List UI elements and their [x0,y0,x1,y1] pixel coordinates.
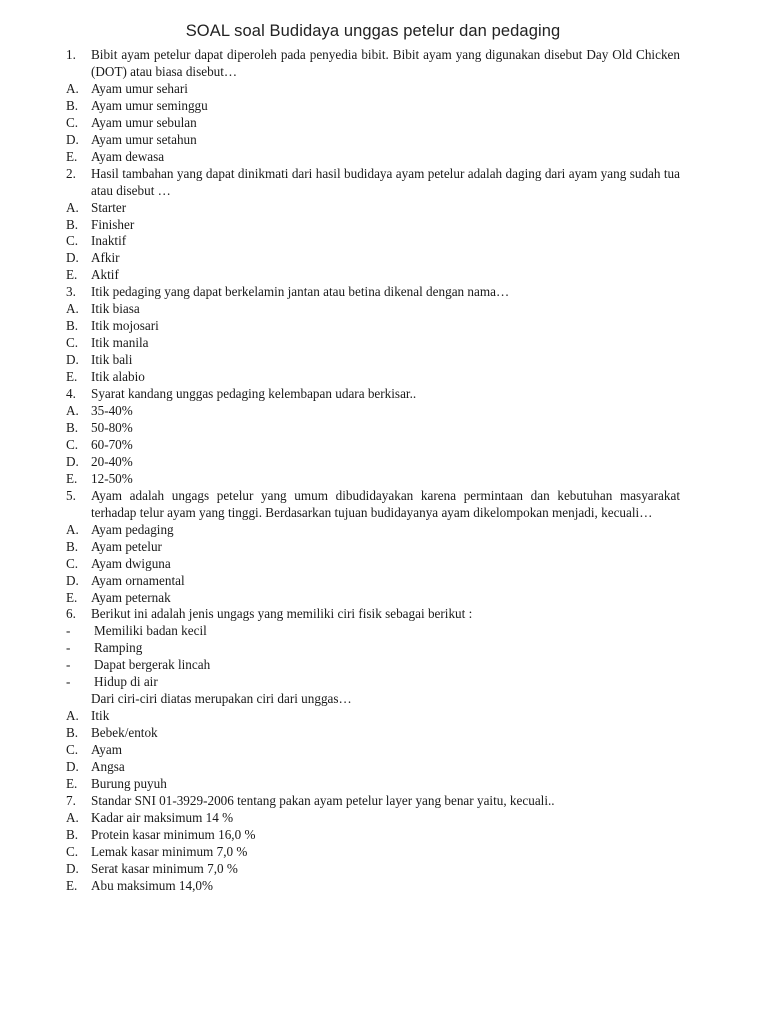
bullet-dash: - [66,623,71,639]
answer-option [66,878,680,895]
question-text: Standar SNI 01-3929-2006 tentang pakan ayam petelur layer yang benar yaitu, kecuali.. [91,792,555,808]
question-2 [66,166,680,200]
answer-option [66,115,680,132]
option-label: D. [66,759,79,775]
option-label: A. [66,199,79,215]
option-label: A. [66,708,79,724]
option-text: Ayam pedaging [91,521,174,537]
question-6 [66,606,680,623]
option-label: B. [66,216,79,232]
option-text: Afkir [91,250,120,266]
answer-option [66,454,680,471]
option-text: Itik bali [91,352,133,368]
bullet-item [66,623,680,640]
option-text: Protein kasar minimum 16,0 % [91,826,256,842]
option-text: Itik mojosari [91,318,159,334]
option-text: Ayam petelur [91,538,162,554]
answer-option [66,759,680,776]
answer-option [66,437,680,454]
option-label: D. [66,131,79,147]
option-text: Kadar air maksimum 14 % [91,809,234,825]
answer-option [66,149,680,166]
bullet-item [66,674,680,691]
option-label: E. [66,775,78,791]
option-text: Ayam umur seminggu [91,97,208,113]
option-label: D. [66,453,79,469]
answer-option [66,810,680,827]
option-text: 35-40% [91,403,133,419]
answer-option [66,522,680,539]
question-followup: Dari ciri-ciri diatas merupakan ciri dari unggas… [91,691,352,707]
question-text: Syarat kandang unggas pedaging kelembapan udara berkisar.. [91,386,417,402]
option-text: Ayam dwiguna [91,555,171,571]
answer-option [66,318,680,335]
answer-option [66,369,680,386]
question-text: Itik pedaging yang dapat berkelamin jantan atau betina dikenal dengan nama… [91,284,510,300]
option-label: E. [66,148,78,164]
bullet-dash: - [66,657,71,673]
question-number: 6. [66,606,76,622]
option-text: Ayam umur sehari [91,80,188,96]
answer-option [66,725,680,742]
option-text: Itik [91,708,110,724]
answer-option [66,776,680,793]
option-label: C. [66,233,79,249]
answer-option [66,471,680,488]
question-4 [66,386,680,403]
option-text: Itik biasa [91,301,140,317]
question-7 [66,793,680,810]
bullet-dash: - [66,640,71,656]
question-5 [66,488,680,522]
option-label: B. [66,826,79,842]
option-label: B. [66,97,79,113]
answer-option [66,742,680,759]
option-text: Ayam dewasa [91,148,165,164]
answer-option [66,132,680,149]
option-text: Aktif [91,267,119,283]
option-label: B. [66,419,79,435]
question-text: Hasil tambahan yang dapat dinikmati dari hasil budidaya ayam petelur adalah daging dari ayam yang sudah tua atau disebut … [91,165,680,198]
option-text: Serat kasar minimum 7,0 % [91,860,238,876]
question-number: 5. [66,487,76,503]
option-label: C. [66,742,79,758]
question-list [66,47,680,895]
question-text: Bibit ayam petelur dapat diperoleh pada penyedia bibit. Bibit ayam yang digunakan disebut Day Old Chicken (DOT) atau biasa disebut… [91,47,680,79]
option-label: B. [66,318,79,334]
answer-option [66,98,680,115]
option-text: Ayam ornamental [91,572,185,588]
answer-option [66,403,680,420]
option-text: Ayam peternak [91,589,171,605]
option-text: Burung puyuh [91,775,167,791]
option-text: Finisher [91,216,135,232]
answer-option [66,420,680,437]
answer-option [66,81,680,98]
option-label: A. [66,301,79,317]
answer-option [66,250,680,267]
option-text: Ayam [91,742,123,758]
answer-option [66,861,680,878]
answer-option [66,556,680,573]
bullet-text: Ramping [94,640,143,656]
option-text: 12-50% [91,470,133,486]
answer-option [66,539,680,556]
option-label: C. [66,843,79,859]
option-label: E. [66,877,78,893]
option-text: Ayam umur sebulan [91,114,197,130]
question-number: 4. [66,386,76,402]
option-text: Starter [91,199,127,215]
option-label: C. [66,555,79,571]
option-text: Angsa [91,759,125,775]
option-label: B. [66,725,79,741]
option-text: 50-80% [91,419,133,435]
question-number: 7. [66,792,76,808]
answer-option [66,335,680,352]
option-label: C. [66,114,79,130]
question-number: 3. [66,284,76,300]
option-label: A. [66,521,79,537]
bullet-text: Dapat bergerak lincah [94,657,211,673]
option-label: A. [66,403,79,419]
question-text: Berikut ini adalah jenis ungags yang memiliki ciri fisik sebagai berikut : [91,606,473,622]
answer-option [66,267,680,284]
answer-option [66,200,680,217]
question-number: 1. [66,47,76,62]
question-1 [66,47,680,81]
option-label: A. [66,809,79,825]
option-label: E. [66,267,78,283]
option-label: E. [66,369,78,385]
answer-option [66,233,680,250]
answer-option [66,352,680,369]
option-label: A. [66,80,79,96]
bullet-item [66,657,680,674]
answer-option [66,217,680,234]
option-label: D. [66,860,79,876]
question-number: 2. [66,165,76,181]
option-label: D. [66,572,79,588]
option-text: Itik manila [91,335,149,351]
option-label: B. [66,538,79,554]
answer-option [66,590,680,607]
answer-option [66,827,680,844]
question-3 [66,284,680,301]
answer-option [66,844,680,861]
bullet-text: Hidup di air [94,674,158,690]
answer-option [66,708,680,725]
option-text: Lemak kasar minimum 7,0 % [91,843,248,859]
option-text: 60-70% [91,436,133,452]
option-label: D. [66,250,79,266]
option-text: Itik alabio [91,369,145,385]
bullet-item [66,640,680,657]
question-text: Ayam adalah ungags petelur yang umum dibudidayakan karena permintaan dan kebutuhan masyarakat terhadap telur ayam yang tinggi. Berdasarkan tujuan budidayanya ayam dikelompokan menjadi, kecuali… [91,487,680,520]
option-text: 20-40% [91,453,133,469]
answer-option [66,573,680,590]
option-text: Ayam umur setahun [91,131,197,147]
option-label: E. [66,589,78,605]
option-label: D. [66,352,79,368]
option-text: Bebek/entok [91,725,158,741]
bullet-dash: - [66,674,71,690]
answer-option [66,301,680,318]
option-label: C. [66,436,79,452]
option-label: C. [66,335,79,351]
option-label: E. [66,470,78,486]
document-title: SOAL soal Budidaya unggas petelur dan pedaging [185,22,561,40]
option-text: Inaktif [91,233,127,249]
bullet-text: Memiliki badan kecil [94,623,207,639]
option-text: Abu maksimum 14,0% [91,877,213,893]
